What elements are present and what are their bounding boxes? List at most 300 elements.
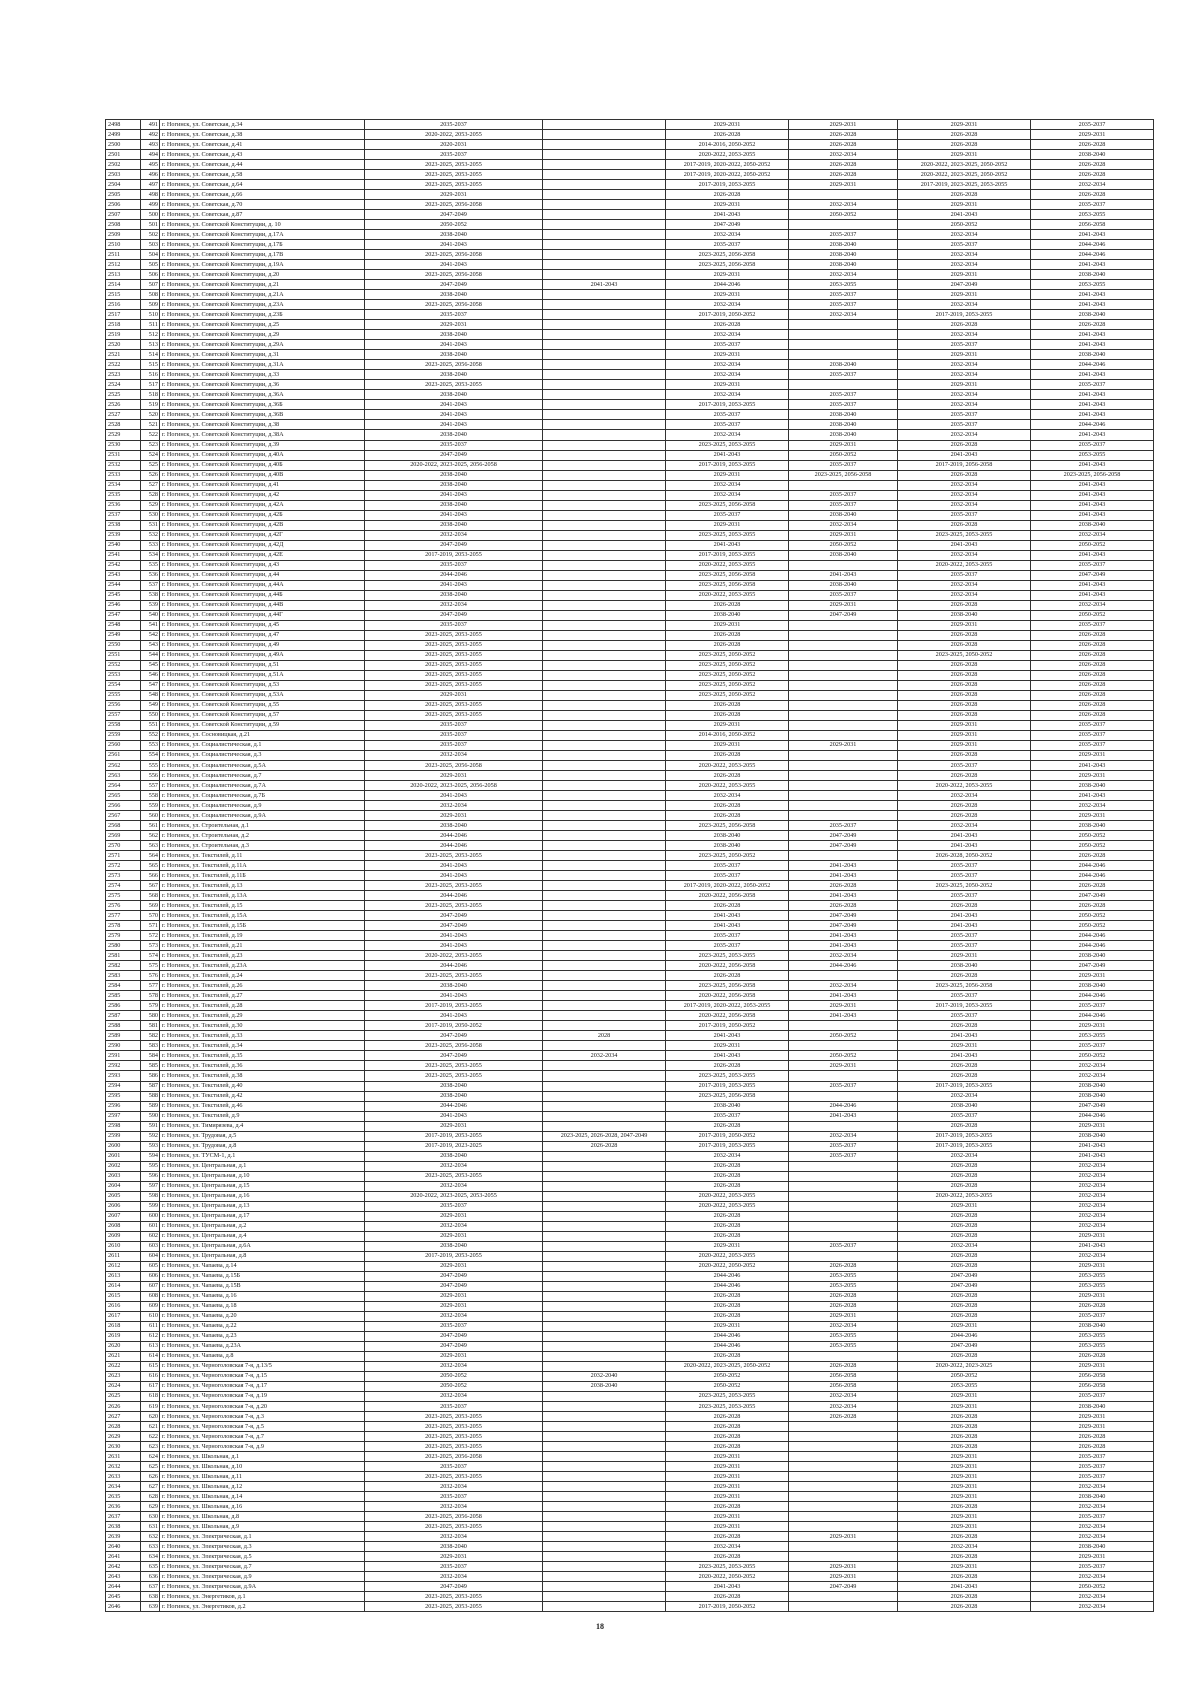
cell-item-number: 632: [141, 1532, 160, 1542]
table-row: [106, 1031, 1154, 1041]
cell-item-number: 596: [141, 1171, 160, 1181]
cell-item-number: 519: [141, 400, 160, 410]
table-row: [106, 1371, 1154, 1381]
cell-period-3: 2026-2028: [666, 811, 789, 821]
cell-row-index: 2503: [106, 170, 141, 180]
table-row: [106, 1412, 1154, 1422]
cell-item-number: 560: [141, 811, 160, 821]
cell-period-3: 2032-2034: [666, 1542, 789, 1552]
cell-period-6: 2038-2040: [1031, 951, 1154, 961]
cell-period-6: 2026-2028: [1031, 650, 1154, 660]
cell-period-1: 2041-2043: [365, 941, 543, 951]
cell-row-index: 2645: [106, 1592, 141, 1602]
cell-period-1: 2023-2025, 2053-2055: [365, 1422, 543, 1432]
cell-period-2: [543, 1341, 666, 1351]
cell-address: г. Ногинск, ул. Советской Конституции, д.40А: [160, 450, 365, 460]
cell-period-1: 2029-2031: [365, 771, 543, 781]
cell-address: г. Ногинск, ул. Советской Конституции, д. 10: [160, 220, 365, 230]
cell-period-2: [543, 250, 666, 260]
cell-period-6: 2053-2055: [1031, 450, 1154, 460]
table-row: [106, 871, 1154, 881]
cell-row-index: 2523: [106, 370, 141, 380]
cell-row-index: 2593: [106, 1071, 141, 1081]
cell-period-6: 2047-2049: [1031, 961, 1154, 971]
cell-period-4: 2029-2031: [789, 1061, 898, 1071]
cell-period-5: 2035-2037: [898, 240, 1031, 250]
cell-period-2: [543, 1442, 666, 1452]
cell-period-5: 2026-2028: [898, 660, 1031, 670]
cell-period-2: [543, 350, 666, 360]
cell-period-1: 2023-2025, 2053-2055: [365, 380, 543, 390]
cell-address: г. Ногинск, ул. Черноголовская 7-я, д.19: [160, 1391, 365, 1401]
cell-row-index: 2531: [106, 450, 141, 460]
cell-period-5: 2035-2037: [898, 340, 1031, 350]
cell-address: г. Ногинск, ул. Советской Конституции, д.42В: [160, 520, 365, 530]
cell-period-2: [543, 610, 666, 620]
table-row: [106, 280, 1154, 290]
table-row: [106, 690, 1154, 700]
cell-period-6: 2050-2052: [1031, 831, 1154, 841]
table-row: [106, 1001, 1154, 1011]
table-row: [106, 1301, 1154, 1311]
cell-period-5: 2026-2028: [898, 1311, 1031, 1321]
cell-row-index: 2631: [106, 1452, 141, 1462]
table-row: [106, 1121, 1154, 1131]
cell-period-1: 2029-2031: [365, 1261, 543, 1271]
cell-address: г. Ногинск, ул. Центральная, д.15: [160, 1181, 365, 1191]
cell-period-6: 2032-2034: [1031, 1572, 1154, 1582]
cell-address: г. Ногинск, ул. Советской Конституции, д.49: [160, 640, 365, 650]
table-row: [106, 1562, 1154, 1572]
cell-period-6: 2038-2040: [1031, 781, 1154, 791]
cell-period-5: 2032-2034: [898, 590, 1031, 600]
cell-period-4: [789, 220, 898, 230]
cell-period-3: 2017-2019, 2053-2055: [666, 1141, 789, 1151]
cell-period-2: [543, 660, 666, 670]
cell-period-5: 2035-2037: [898, 570, 1031, 580]
cell-period-4: 2029-2031: [789, 600, 898, 610]
cell-period-3: 2026-2028: [666, 1442, 789, 1452]
cell-period-3: 2026-2028: [666, 1221, 789, 1231]
cell-period-1: 2047-2049: [365, 911, 543, 921]
cell-period-4: [789, 620, 898, 630]
cell-period-3: 2029-2031: [666, 740, 789, 750]
cell-period-4: [789, 700, 898, 710]
cell-item-number: 521: [141, 420, 160, 430]
cell-address: г. Ногинск, ул. Советской Конституции, д.40В: [160, 470, 365, 480]
cell-period-5: 2035-2037: [898, 420, 1031, 430]
cell-period-2: [543, 220, 666, 230]
cell-period-5: 2032-2034: [898, 1091, 1031, 1101]
cell-address: г. Ногинск, ул. Советская, д.58: [160, 170, 365, 180]
cell-period-4: 2041-2043: [789, 871, 898, 881]
cell-period-4: 2041-2043: [789, 1111, 898, 1121]
table-row: [106, 220, 1154, 230]
cell-period-3: 2035-2037: [666, 1111, 789, 1121]
cell-period-5: 2029-2031: [898, 730, 1031, 740]
cell-row-index: 2580: [106, 941, 141, 951]
table-row: [106, 991, 1154, 1001]
cell-period-1: 2023-2025, 2056-2058: [365, 1512, 543, 1522]
cell-period-4: [789, 791, 898, 801]
cell-period-1: 2029-2031: [365, 320, 543, 330]
cell-period-3: 2023-2025, 2056-2058: [666, 500, 789, 510]
cell-period-6: 2053-2055: [1031, 1331, 1154, 1341]
cell-address: г. Ногинск, ул. Социалистическая, д.3: [160, 750, 365, 760]
table-row: [106, 1221, 1154, 1231]
cell-period-2: [543, 1041, 666, 1051]
cell-period-4: 2026-2028: [789, 1291, 898, 1301]
cell-period-1: 2023-2025, 2056-2058: [365, 761, 543, 771]
cell-period-4: 2038-2040: [789, 260, 898, 270]
cell-address: г. Ногинск, ул. Трудовая, д.8: [160, 1141, 365, 1151]
cell-period-4: 2026-2028: [789, 881, 898, 891]
cell-item-number: 610: [141, 1311, 160, 1321]
cell-item-number: 570: [141, 911, 160, 921]
cell-row-index: 2640: [106, 1542, 141, 1552]
cell-address: г. Ногинск, ул. Центральная, д.16: [160, 1191, 365, 1201]
cell-period-2: [543, 380, 666, 390]
cell-period-4: [789, 1552, 898, 1562]
cell-period-2: [543, 1321, 666, 1331]
table-row: [106, 590, 1154, 600]
cell-period-4: 2035-2037: [789, 230, 898, 240]
cell-period-4: [789, 350, 898, 360]
cell-period-2: [543, 921, 666, 931]
cell-period-3: 2023-2025, 2056-2058: [666, 1091, 789, 1101]
cell-period-1: 2023-2025, 2053-2055: [365, 901, 543, 911]
cell-row-index: 2564: [106, 781, 141, 791]
cell-item-number: 517: [141, 380, 160, 390]
cell-period-1: 2038-2040: [365, 350, 543, 360]
cell-address: г. Ногинск, ул. Строительная, д.3: [160, 841, 365, 851]
cell-period-6: 2032-2034: [1031, 1071, 1154, 1081]
cell-row-index: 2605: [106, 1191, 141, 1201]
cell-period-2: [543, 1452, 666, 1462]
cell-row-index: 2510: [106, 240, 141, 250]
cell-address: г. Ногинск, ул. Центральная, д.4: [160, 1231, 365, 1241]
cell-item-number: 540: [141, 610, 160, 620]
cell-period-3: 2026-2028: [666, 1171, 789, 1181]
cell-row-index: 2636: [106, 1502, 141, 1512]
table-row: [106, 500, 1154, 510]
cell-period-4: 2026-2028: [789, 1301, 898, 1311]
cell-period-3: 2017-2019, 2053-2055: [666, 180, 789, 190]
cell-period-4: [789, 1191, 898, 1201]
cell-period-4: 2032-2034: [789, 310, 898, 320]
cell-period-6: 2032-2034: [1031, 1161, 1154, 1171]
cell-period-5: 2029-2031: [898, 350, 1031, 360]
cell-item-number: 551: [141, 720, 160, 730]
cell-item-number: 569: [141, 901, 160, 911]
cell-period-5: 2017-2019, 2023-2025, 2053-2055: [898, 180, 1031, 190]
cell-address: г. Ногинск, ул. Советской Конституции, д.42Б: [160, 510, 365, 520]
cell-period-3: 2023-2025, 2053-2055: [666, 1071, 789, 1081]
cell-period-4: 2056-2058: [789, 1381, 898, 1391]
cell-period-1: 2041-2043: [365, 340, 543, 350]
cell-address: г. Ногинск, ул. Электрическая, д.9: [160, 1572, 365, 1582]
cell-row-index: 2533: [106, 470, 141, 480]
cell-row-index: 2521: [106, 350, 141, 360]
cell-period-2: [543, 1552, 666, 1562]
cell-address: г. Ногинск, ул. Советская, д.87: [160, 210, 365, 220]
cell-period-4: [789, 1211, 898, 1221]
cell-row-index: 2634: [106, 1482, 141, 1492]
cell-period-1: 2020-2031: [365, 140, 543, 150]
cell-period-4: [789, 1091, 898, 1101]
cell-row-index: 2628: [106, 1422, 141, 1432]
cell-period-3: 2032-2034: [666, 390, 789, 400]
cell-row-index: 2624: [106, 1381, 141, 1391]
cell-row-index: 2579: [106, 931, 141, 941]
table-row: [106, 560, 1154, 570]
cell-period-5: 2029-2031: [898, 1041, 1031, 1051]
cell-period-5: 2035-2037: [898, 1111, 1031, 1121]
cell-item-number: 514: [141, 350, 160, 360]
cell-item-number: 527: [141, 480, 160, 490]
cell-period-6: 2041-2043: [1031, 1141, 1154, 1151]
cell-period-5: 2026-2028: [898, 630, 1031, 640]
table-row: [106, 430, 1154, 440]
cell-item-number: 636: [141, 1572, 160, 1582]
cell-period-1: 2032-2034: [365, 600, 543, 610]
cell-address: г. Ногинск, ул. Школьная, д.8: [160, 1512, 365, 1522]
cell-period-6: 2035-2037: [1031, 1462, 1154, 1472]
cell-period-5: 2026-2028: [898, 690, 1031, 700]
cell-period-5: 2032-2034: [898, 300, 1031, 310]
cell-row-index: 2644: [106, 1582, 141, 1592]
cell-period-5: 2026-2028: [898, 1442, 1031, 1452]
cell-period-3: 2023-2025, 2056-2058: [666, 570, 789, 580]
cell-period-6: 2032-2034: [1031, 1602, 1154, 1612]
cell-period-6: 2026-2028: [1031, 320, 1154, 330]
cell-period-5: 2026-2028: [898, 600, 1031, 610]
cell-item-number: 639: [141, 1602, 160, 1612]
cell-period-5: 2035-2037: [898, 931, 1031, 941]
cell-period-5: 2032-2034: [898, 330, 1031, 340]
cell-period-6: 2026-2028: [1031, 170, 1154, 180]
cell-period-2: [543, 1001, 666, 1011]
cell-address: г. Ногинск, ул. Текстилей, д.27: [160, 991, 365, 1001]
cell-period-6: 2026-2028: [1031, 1301, 1154, 1311]
cell-row-index: 2623: [106, 1371, 141, 1381]
cell-period-2: [543, 360, 666, 370]
cell-period-6: 2026-2028: [1031, 680, 1154, 690]
cell-row-index: 2500: [106, 140, 141, 150]
cell-period-3: 2041-2043: [666, 921, 789, 931]
table-row: [106, 730, 1154, 740]
table-row: [106, 1041, 1154, 1051]
cell-period-6: 2032-2034: [1031, 1191, 1154, 1201]
cell-period-3: 2026-2028: [666, 1532, 789, 1542]
table-row: [106, 791, 1154, 801]
cell-period-1: 2035-2037: [365, 560, 543, 570]
cell-item-number: 631: [141, 1522, 160, 1532]
cell-period-5: 2032-2034: [898, 580, 1031, 590]
cell-address: г. Ногинск, ул. Советской Конституции, д.21А: [160, 290, 365, 300]
cell-row-index: 2627: [106, 1412, 141, 1422]
cell-period-3: 2035-2037: [666, 240, 789, 250]
cell-address: г. Ногинск, ул. Советской Конституции, д.40Б: [160, 460, 365, 470]
cell-period-5: 2032-2034: [898, 360, 1031, 370]
cell-period-4: 2041-2043: [789, 991, 898, 1001]
cell-period-6: 2032-2034: [1031, 1502, 1154, 1512]
cell-row-index: 2642: [106, 1562, 141, 1572]
cell-item-number: 608: [141, 1291, 160, 1301]
cell-period-6: 2029-2031: [1031, 1291, 1154, 1301]
cell-period-6: 2044-2046: [1031, 420, 1154, 430]
cell-period-4: [789, 1452, 898, 1462]
cell-row-index: 2552: [106, 660, 141, 670]
cell-period-1: 2023-2025, 2053-2055: [365, 1432, 543, 1442]
cell-period-5: 2026-2028: [898, 640, 1031, 650]
cell-item-number: 585: [141, 1061, 160, 1071]
cell-period-5: 2032-2034: [898, 260, 1031, 270]
table-row: [106, 410, 1154, 420]
cell-address: г. Ногинск, ул. Советской Конституции, д.29: [160, 330, 365, 340]
cell-period-5: 2050-2052: [898, 1371, 1031, 1381]
cell-row-index: 2574: [106, 881, 141, 891]
cell-period-6: 2038-2040: [1031, 821, 1154, 831]
cell-address: г. Ногинск, ул. Советской Конституции, д.45: [160, 620, 365, 630]
cell-item-number: 614: [141, 1351, 160, 1361]
cell-period-1: 2020-2022, 2023-2025, 2056-2058: [365, 781, 543, 791]
cell-address: г. Ногинск, ул. Советской Конституции, д.57: [160, 710, 365, 720]
cell-item-number: 571: [141, 921, 160, 931]
cell-period-5: 2053-2055: [898, 1381, 1031, 1391]
cell-period-3: 2017-2019, 2050-2052: [666, 1131, 789, 1141]
cell-period-4: [789, 1502, 898, 1512]
cell-period-4: [789, 971, 898, 981]
cell-period-1: 2023-2025, 2056-2058: [365, 1041, 543, 1051]
cell-period-6: 2026-2028: [1031, 160, 1154, 170]
cell-period-4: [789, 730, 898, 740]
cell-row-index: 2559: [106, 730, 141, 740]
cell-period-5: 2029-2031: [898, 1492, 1031, 1502]
cell-period-2: [543, 1121, 666, 1131]
table-row: [106, 460, 1154, 470]
cell-period-3: 2029-2031: [666, 380, 789, 390]
cell-period-4: [789, 710, 898, 720]
cell-period-6: 2035-2037: [1031, 720, 1154, 730]
cell-row-index: 2519: [106, 330, 141, 340]
table-row: [106, 951, 1154, 961]
cell-period-5: 2035-2037: [898, 861, 1031, 871]
cell-period-1: 2038-2040: [365, 981, 543, 991]
cell-period-2: [543, 580, 666, 590]
cell-period-2: [543, 771, 666, 781]
cell-period-5: 2029-2031: [898, 380, 1031, 390]
cell-period-3: 2029-2031: [666, 720, 789, 730]
table-row: [106, 1572, 1154, 1582]
cell-row-index: 2611: [106, 1251, 141, 1261]
table-row: [106, 150, 1154, 160]
cell-address: г. Ногинск, ул. Советской Конституции, д.51А: [160, 670, 365, 680]
cell-period-2: [543, 1231, 666, 1241]
cell-row-index: 2591: [106, 1051, 141, 1061]
cell-period-1: 2023-2025, 2053-2055: [365, 660, 543, 670]
table-row: [106, 1512, 1154, 1522]
cell-period-2: 2028: [543, 1031, 666, 1041]
cell-period-3: 2032-2034: [666, 330, 789, 340]
cell-address: г. Ногинск, ул. Советской Конституции, д.21: [160, 280, 365, 290]
cell-period-2: [543, 951, 666, 961]
cell-period-2: [543, 1091, 666, 1101]
cell-period-2: [543, 981, 666, 991]
cell-period-1: 2041-2043: [365, 871, 543, 881]
cell-period-2: [543, 1311, 666, 1321]
cell-period-1: 2035-2037: [365, 1462, 543, 1472]
cell-period-1: 2041-2043: [365, 240, 543, 250]
cell-period-5: 2032-2034: [898, 390, 1031, 400]
cell-period-3: 2017-2019, 2050-2052: [666, 310, 789, 320]
cell-period-2: [543, 140, 666, 150]
cell-period-4: 2047-2049: [789, 831, 898, 841]
cell-item-number: 513: [141, 340, 160, 350]
cell-item-number: 564: [141, 851, 160, 861]
cell-period-4: [789, 340, 898, 350]
cell-row-index: 2599: [106, 1131, 141, 1141]
cell-period-1: 2032-2034: [365, 1311, 543, 1321]
table-row: [106, 961, 1154, 971]
cell-address: г. Ногинск, ул. Советской Конституции, д.20: [160, 270, 365, 280]
cell-item-number: 612: [141, 1331, 160, 1341]
cell-row-index: 2577: [106, 911, 141, 921]
cell-period-1: 2029-2031: [365, 1351, 543, 1361]
cell-period-1: 2032-2034: [365, 801, 543, 811]
cell-row-index: 2539: [106, 530, 141, 540]
cell-address: г. Ногинск, ул. Школьная, д.12: [160, 1482, 365, 1492]
cell-period-6: 2053-2055: [1031, 210, 1154, 220]
cell-period-2: [543, 130, 666, 140]
cell-period-6: 2050-2052: [1031, 911, 1154, 921]
cell-period-3: 2044-2046: [666, 1281, 789, 1291]
cell-address: г. Ногинск, ул. Советской Конституции, д.55: [160, 700, 365, 710]
cell-period-5: 2026-2028: [898, 1552, 1031, 1562]
cell-period-1: 2041-2043: [365, 580, 543, 590]
cell-address: г. Ногинск, ул. Советской Конституции, д.38А: [160, 430, 365, 440]
cell-period-4: 2053-2055: [789, 1271, 898, 1281]
cell-period-2: [543, 861, 666, 871]
cell-item-number: 507: [141, 280, 160, 290]
cell-period-5: 2017-2019, 2053-2055: [898, 310, 1031, 320]
table-row: [106, 1502, 1154, 1512]
cell-address: г. Ногинск, ул. Текстилей, д.9: [160, 1111, 365, 1121]
cell-period-3: 2017-2019, 2053-2055: [666, 400, 789, 410]
table-row: [106, 1291, 1154, 1301]
cell-period-2: [543, 320, 666, 330]
cell-period-4: 2032-2034: [789, 951, 898, 961]
cell-period-2: [543, 1061, 666, 1071]
cell-period-2: [543, 1281, 666, 1291]
cell-item-number: 609: [141, 1301, 160, 1311]
cell-period-5: 2029-2031: [898, 1402, 1031, 1412]
cell-period-2: [543, 1562, 666, 1572]
cell-period-5: 2026-2028: [898, 1422, 1031, 1432]
cell-row-index: 2504: [106, 180, 141, 190]
cell-period-1: 2023-2025, 2053-2055: [365, 640, 543, 650]
cell-period-3: 2026-2028: [666, 771, 789, 781]
cell-period-1: 2023-2025, 2053-2055: [365, 881, 543, 891]
cell-period-5: 2017-2019, 2056-2058: [898, 460, 1031, 470]
cell-row-index: 2597: [106, 1111, 141, 1121]
cell-period-2: [543, 1592, 666, 1602]
cell-period-6: 2041-2043: [1031, 340, 1154, 350]
table-row: [106, 1602, 1154, 1612]
table-row: [106, 811, 1154, 821]
cell-row-index: 2578: [106, 921, 141, 931]
table-row: [106, 250, 1154, 260]
